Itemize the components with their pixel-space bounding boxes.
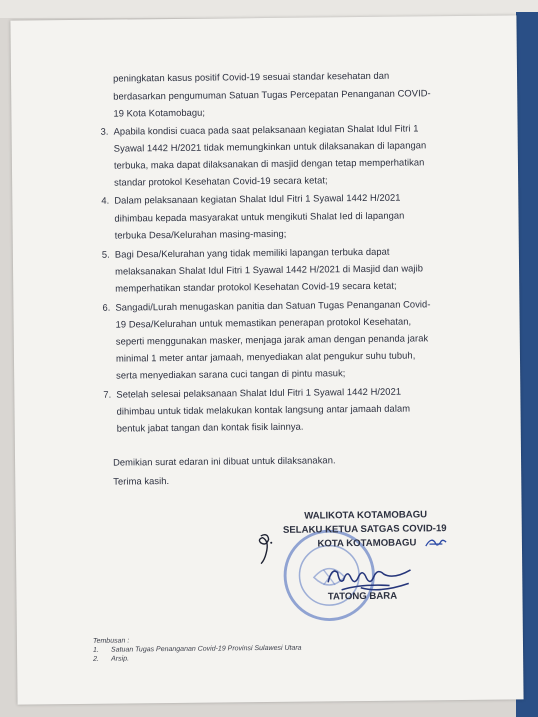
item-6-line-3: seperti menggunakan masker, menjaga jarak aman dengan penanda jarak xyxy=(115,332,429,347)
intro-line-3: 19 Kota Kotamobagu; xyxy=(113,106,206,119)
initial-mark-right-icon xyxy=(424,534,448,550)
item-6-line-2: 19 Desa/Kelurahan untuk memastikan penerapan protokol Kesehatan, xyxy=(115,315,412,330)
item-7-line-3: bentuk jabat tangan dan kontak fisik lainnya. xyxy=(116,420,304,434)
item-4-line-1: Dalam pelaksanaan kegiatan Shalat Idul Fitri 1 Syawal 1442 H/2021 xyxy=(114,191,401,206)
signature-title-1: WALIKOTA KOTAMOBAGU xyxy=(304,509,428,522)
intro-line-2: berdasarkan pengumuman Satuan Tugas Percepatan Penanganan COVID- xyxy=(113,87,431,102)
tembusan-item-1: Satuan Tugas Penanganan Covid-19 Provinsi Sulawesi Utara xyxy=(110,644,302,654)
signature-title-3: KOTA KOTAMOBAGU xyxy=(317,537,417,550)
item-6-line-1: Sangadi/Lurah menugaskan panitia dan Satuan Tugas Penanganan Covid- xyxy=(115,298,431,313)
item-3-line-1: Apabila kondisi cuaca pada saat pelaksanaan kegiatan Shalat Idul Fitri 1 xyxy=(113,122,419,137)
item-6-number: 6. xyxy=(102,301,111,313)
document-page xyxy=(10,15,523,704)
tembusan-item-2-number: 2. xyxy=(93,655,100,663)
item-7-line-2: dihimbau untuk tidak melakukan kontak langsung antar jamaah dalam xyxy=(116,402,411,417)
item-3-line-4: standar protokol Kesehatan Covid-19 secara ketat; xyxy=(114,174,328,188)
item-7-number: 7. xyxy=(103,388,112,400)
item-3-line-2: Syawal 1442 H/2021 tidak memungkinkan untuk dilaksanakan di lapangan xyxy=(113,139,427,154)
item-4-line-2: dihimbau kepada masyarakat untuk mengikuti Shalat Ied di lapangan xyxy=(114,209,405,224)
intro-line-1: peningkatan kasus positif Covid-19 sesuai standar kesehatan dan xyxy=(112,69,390,84)
item-5-number: 5. xyxy=(101,248,110,260)
signature-title-2: SELAKU KETUA SATGAS COVID-19 xyxy=(282,523,447,536)
signatory-name: TATONG BARA xyxy=(327,590,398,603)
item-7-line-1: Setelah selesai pelaksanaan Shalat Idul Fitri 1 Syawal 1442 H/2021 xyxy=(116,385,402,400)
item-3-line-3: terbuka, maka dapat dilaksanakan di masjid dengan tetap memperhatikan xyxy=(113,156,425,171)
thanks-line: Terima kasih. xyxy=(113,475,170,487)
closing-line: Demikian surat edaran ini dibuat untuk dilaksanakan. xyxy=(113,454,336,468)
tembusan-item-1-number: 1. xyxy=(92,646,99,654)
item-4-line-3: terbuka Desa/Kelurahan masing-masing; xyxy=(114,227,287,241)
item-4-number: 4. xyxy=(101,194,110,206)
document-content xyxy=(10,15,523,704)
item-5-line-2: melaksanakan Shalat Idul Fitri 1 Syawal 1442 H/2021 di Masjid dan wajib xyxy=(115,262,423,277)
tembusan-item-2: Arsip. xyxy=(111,655,130,663)
item-3-number: 3. xyxy=(100,125,109,137)
tembusan-title: Tembusan : xyxy=(92,637,130,645)
item-6-line-4: minimal 1 meter antar jamaah, menyediakan alat pengukur suhu tubuh, xyxy=(115,349,416,364)
item-6-line-5: serta menyediakan sarana cuci tangan di pintu masuk; xyxy=(116,367,346,381)
item-5-line-3: memperhatikan standar protokol Kesehatan Covid-19 secara ketat; xyxy=(115,279,397,294)
item-5-line-1: Bagi Desa/Kelurahan yang tidak memiliki lapangan terbuka dapat xyxy=(114,245,390,260)
